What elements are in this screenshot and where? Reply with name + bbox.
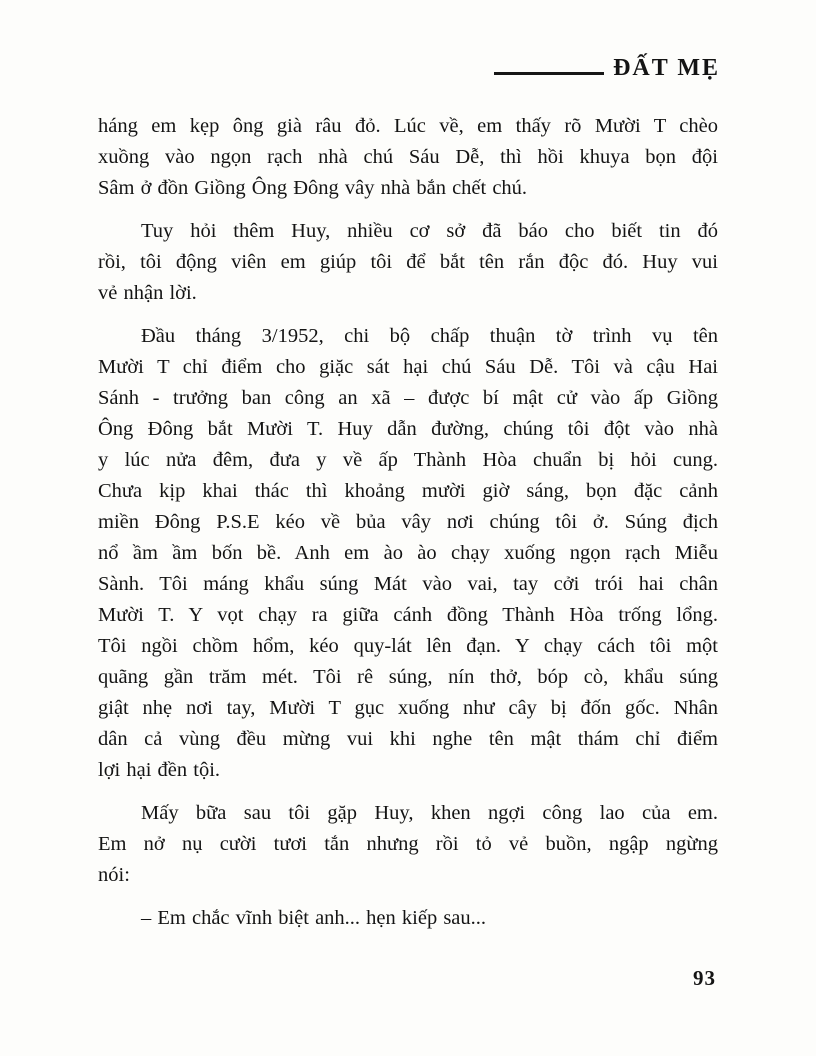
- text-line: Chưa kịp khai thác thì khoảng mười giờ sáng, bọn đặc cảnh: [98, 480, 718, 502]
- text-line: nói:: [98, 864, 130, 886]
- text-line: Mười T. Y vọt chạy ra giữa cánh đồng Thành Hòa trống lổng.: [98, 604, 718, 626]
- paragraph-2: [98, 216, 718, 309]
- text-line: Sánh - trưởng ban công an xã – được bí mật cử vào ấp Giồng: [98, 387, 718, 409]
- book-title: ĐẤT MẸ: [613, 55, 720, 81]
- paragraph-4: [98, 798, 718, 891]
- text-line: Mấy bữa sau tôi gặp Huy, khen ngợi công lao của em.: [141, 802, 718, 824]
- text-line: vẻ nhận lời.: [98, 282, 197, 304]
- text-line: giật nhẹ nơi tay, Mười T gục xuống như cây bị đốn gốc. Nhân: [98, 697, 718, 719]
- text-line: miền Đông P.S.E kéo về bủa vây nơi chúng tôi ở. Súng địch: [98, 511, 718, 533]
- text-line: dân cả vùng đều mừng vui khi nghe tên mật thám chỉ điểm: [98, 728, 718, 750]
- page-body-text: [98, 111, 718, 934]
- text-line: Em nở nụ cười tươi tắn nhưng rồi tỏ vẻ buồn, ngập ngừng: [98, 833, 718, 855]
- text-line: nổ ầm ầm bốn bề. Anh em ào ào chạy xuống ngọn rạch Miễu: [98, 542, 718, 564]
- text-line: y lúc nửa đêm, đưa y về ấp Thành Hòa chuẩn bị hỏi cung.: [98, 449, 718, 471]
- text-line: Tuy hỏi thêm Huy, nhiều cơ sở đã báo cho biết tin đó: [141, 220, 718, 242]
- text-line: quãng gần trăm mét. Tôi rê súng, nín thở, bóp cò, khẩu súng: [98, 666, 718, 688]
- page-number: 93: [693, 966, 716, 990]
- text-line: Ông Đông bắt Mười T. Huy dẫn đường, chúng tôi đột vào nhà: [98, 418, 718, 440]
- text-line: lợi hại đền tội.: [98, 759, 221, 781]
- text-line: rồi, tôi động viên em giúp tôi để bắt tên rắn độc đó. Huy vui: [98, 251, 718, 273]
- header-rule-line: [494, 72, 604, 75]
- text-line: xuồng vào ngọn rạch nhà chú Sáu Dễ, thì hồi khuya bọn đội: [98, 146, 718, 168]
- text-line: – Em chắc vĩnh biệt anh... hẹn kiếp sau...: [141, 907, 487, 929]
- paragraph-5-dialogue: [98, 903, 718, 934]
- paragraph-1: [98, 111, 718, 204]
- text-line: Sành. Tôi máng khẩu súng Mát vào vai, tay cởi trói hai chân: [98, 573, 718, 595]
- text-line: Tôi ngồi chồm hổm, kéo quy-lát lên đạn. Y chạy cách tôi một: [98, 635, 718, 657]
- text-line: Sâm ở đồn Giồng Ông Đông vây nhà bắn chết chú.: [98, 177, 528, 199]
- text-line: háng em kẹp ông già râu đỏ. Lúc về, em thấy rõ Mười T chèo: [98, 115, 718, 137]
- text-line: Đầu tháng 3/1952, chi bộ chấp thuận tờ trình vụ tên: [141, 325, 718, 347]
- paragraph-3: [98, 321, 718, 786]
- running-header: [494, 56, 720, 80]
- text-line: Mười T chỉ điểm cho giặc sát hại chú Sáu Dễ. Tôi và cậu Hai: [98, 356, 718, 378]
